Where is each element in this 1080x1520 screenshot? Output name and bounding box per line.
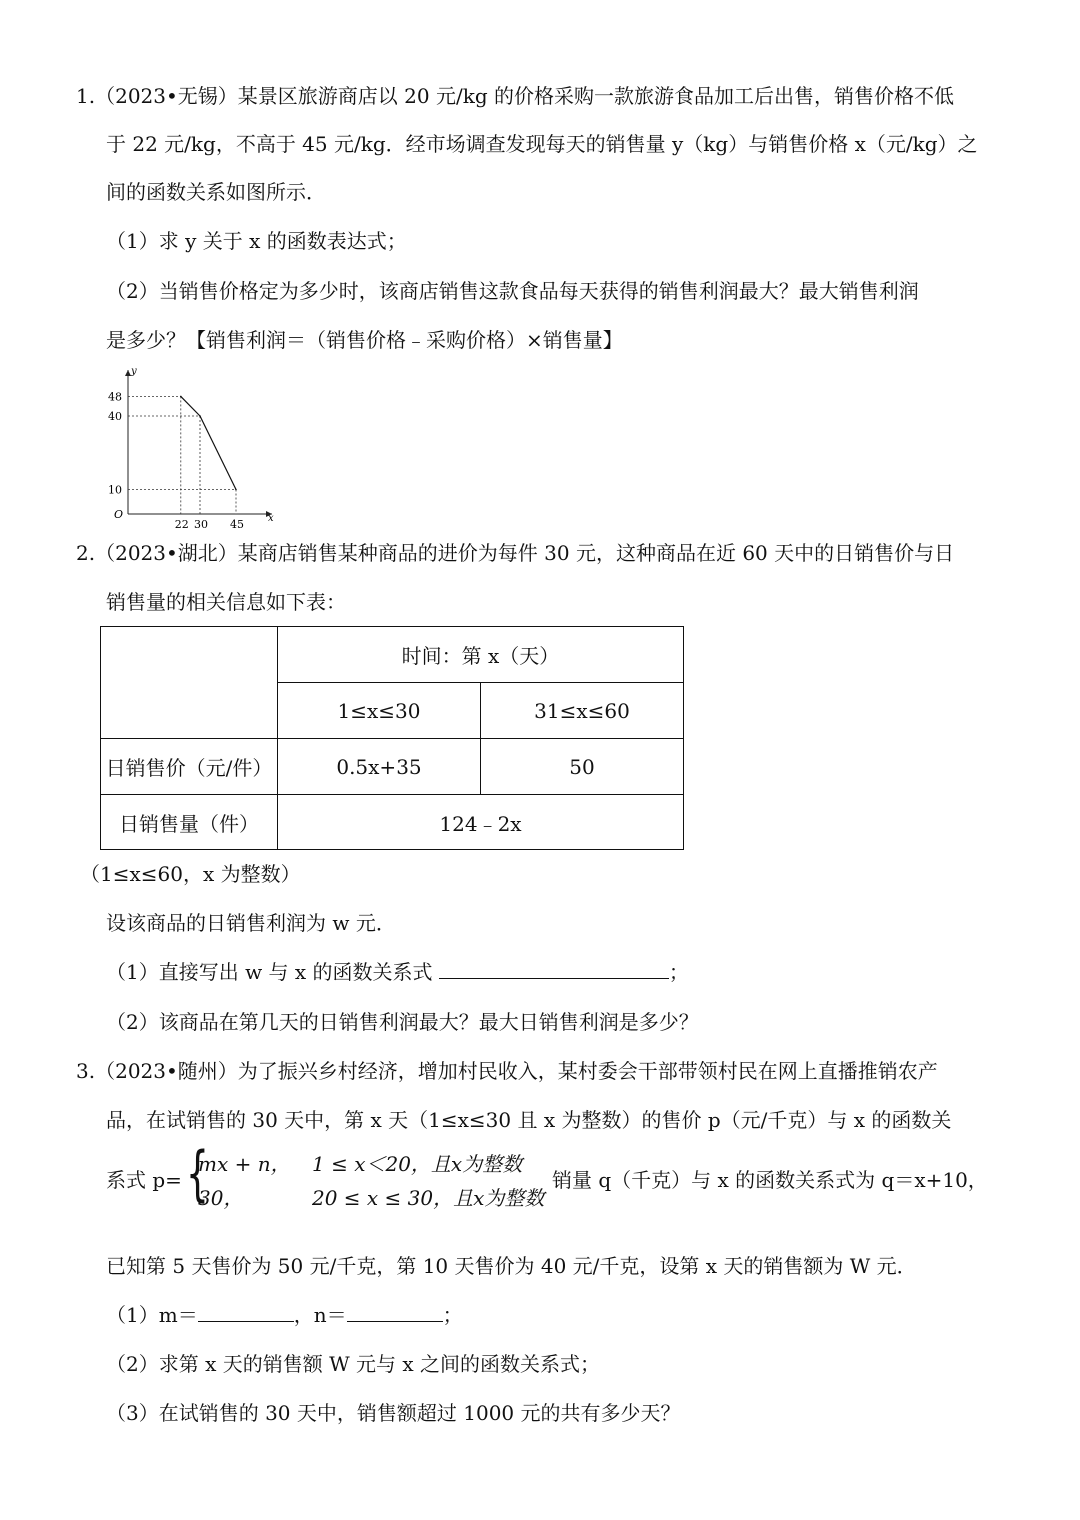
data-point [235,489,237,491]
piecewise-formula [106,1138,556,1218]
table-row-label-volume: 日销售量（件） [101,795,278,850]
x-axis-label: x [268,513,274,524]
answer-blank[interactable] [439,960,669,979]
problem-1-line-2: 于 22 元/kg，不高于 45 元/kg．经市场调查发现每天的销售量 y（kg）与销售价格 x（元/kg）之 [106,132,978,156]
table-cell-price-1: 0.5x+35 [278,739,481,795]
problem-2-q2: （2）该商品在第几天的日销售利润最大？最大日销售利润是多少？ [106,1010,699,1034]
problem-1-line-1 [76,82,954,110]
problem-text: 为了振兴乡村经济，增加村民收入，某村委会干部带领村民在网上直播推销农产 [237,1059,938,1083]
problem-2-line-2: 销售量的相关信息如下表： [106,590,346,614]
formula-suffix: 销量 q（千克）与 x 的函数关系式为 q＝x+10， [552,1168,988,1192]
y-axis-label: y [131,366,137,377]
problem-source: （2023•无锡） [95,84,238,108]
problem-3-q1 [106,1301,463,1329]
problem-3-line-2: 品，在试销售的 30 天中，第 x 天（1≤x≤30 且 x 为整数）的售价 p（元/千克）与 x 的函数关 [106,1108,952,1132]
problem-source: （2023•湖北） [95,541,238,565]
problem-1-line-3: 间的函数关系如图所示． [106,180,326,204]
case-1-cond: 1 ≤ x＜20，且x为整数 [312,1152,523,1176]
problem-2-q1 [106,958,689,986]
brace-symbol: { [186,1139,209,1209]
problem-2-note: （1≤x≤60，x 为整数） [80,862,301,886]
answer-blank-m[interactable] [198,1303,294,1322]
function-graph [100,360,290,530]
table-cell-volume: 124﹣2x [278,795,684,850]
function-segment [181,396,200,416]
question-end: ； [668,960,689,984]
case-2-expr: 30， [198,1186,244,1210]
problem-3-q3: （3）在试销售的 30 天中，销售额超过 1000 元的共有多少天？ [106,1401,681,1425]
table-corner-cell [101,627,278,739]
problem-1-q2: （2）当销售价格定为多少时，该商店销售这款食品每天获得的销售利润最大？最大销售利润 [106,279,919,303]
problem-2-line-1 [76,539,954,567]
question-text: （1）直接写出 w 与 x 的函数关系式 [106,960,433,984]
problem-number: 2. [76,541,96,565]
problem-3-given: 已知第 5 天售价为 50 元/千克，第 10 天售价为 40 元/千克，设第 x 天的销售额为 W 元． [106,1254,917,1278]
table-row-label-price: 日销售价（元/件） [101,739,278,795]
sales-table [100,626,684,850]
problem-number: 3. [76,1059,96,1083]
data-point [199,415,201,417]
x-tick-label: 30 [194,518,208,530]
problem-1-q1: （1）求 y 关于 x 的函数表达式； [106,229,407,253]
case-2-cond: 20 ≤ x ≤ 30，且x为整数 [312,1186,545,1210]
table-range-1: 1≤x≤30 [278,683,481,739]
problem-number: 1. [76,84,96,108]
formula-prefix: 系式 p= [106,1168,182,1192]
x-tick-label: 45 [230,518,244,530]
table-cell-price-2: 50 [481,739,684,795]
problem-1-q2-cont: 是多少？【销售利润＝（销售价格﹣采购价格）×销售量】 [106,328,623,352]
y-tick-label: 10 [108,483,122,497]
problem-3-line-1 [76,1057,938,1085]
origin-label: O [114,508,124,521]
answer-blank-n[interactable] [347,1303,443,1322]
case-1-expr: mx + n， [198,1152,291,1176]
question-n: ，n＝ [293,1303,347,1327]
table-range-2: 31≤x≤60 [481,683,684,739]
question-end: ； [442,1303,463,1327]
problem-3-q2: （2）求第 x 天的销售额 W 元与 x 之间的函数关系式； [106,1352,600,1376]
function-segment [200,416,236,490]
problem-text: 某商店销售某种商品的进价为每件 30 元，这种商品在近 60 天中的日销售价与日 [237,541,955,565]
y-tick-label: 40 [108,410,122,423]
x-tick-label: 22 [174,518,189,530]
problem-source: （2023•随州） [95,1059,238,1083]
data-point [180,396,182,398]
y-tick-label: 48 [108,390,122,404]
problem-text: 某景区旅游商店以 20 元/kg 的价格采购一款旅游食品加工后出售，销售价格不低 [237,84,954,108]
table-header-time: 时间：第 x（天） [278,627,684,683]
problem-2-setup: 设该商品的日销售利润为 w 元． [106,911,396,935]
question-m: （1）m＝ [106,1303,198,1327]
